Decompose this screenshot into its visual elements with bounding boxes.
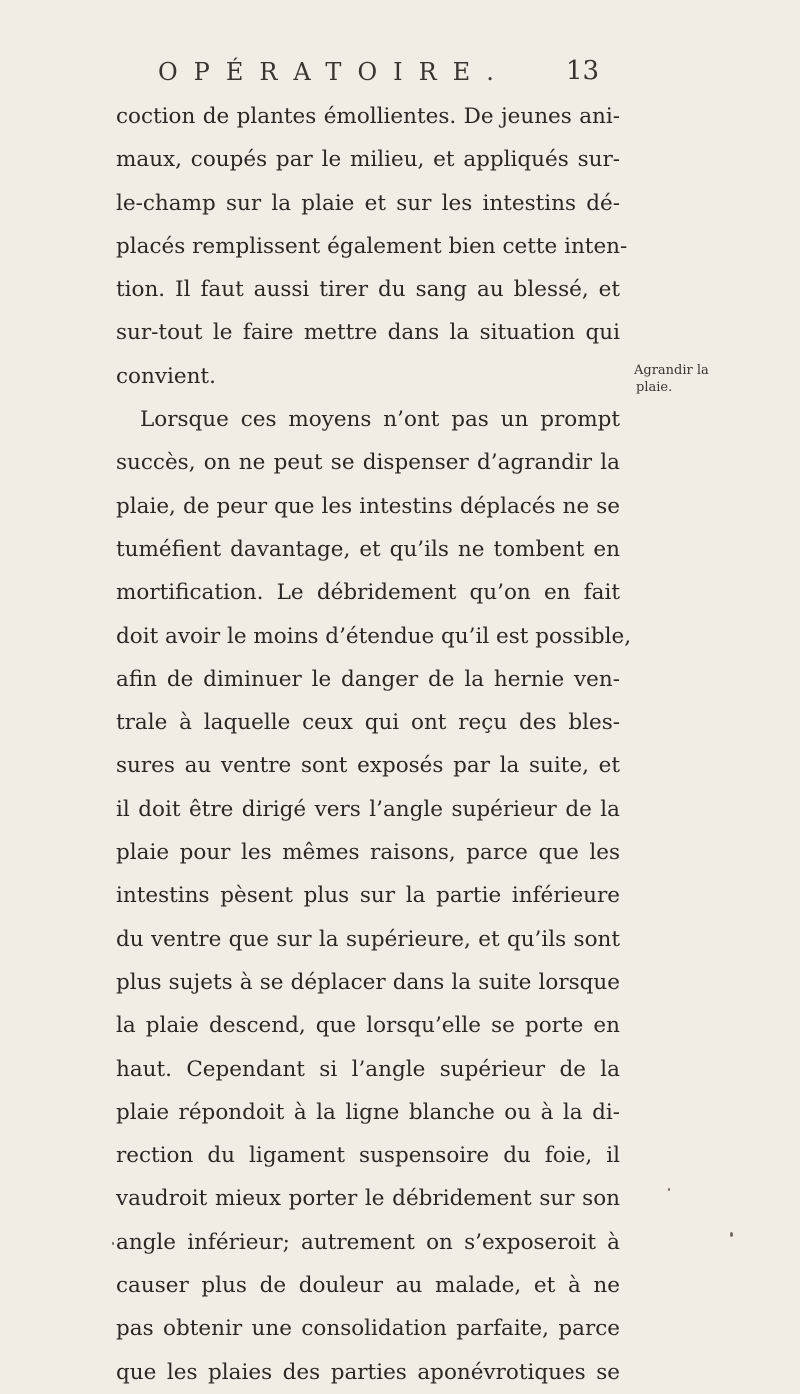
body-text — [116, 95, 632, 1394]
running-head: OPÉRATOIRE. — [158, 58, 510, 86]
text-line: Lorsque ces moyens n’ont pas un prompt — [140, 407, 620, 433]
text-line: tuméfient davantage, et qu’ils ne tombent en — [116, 536, 620, 562]
text-line: pas obtenir une consolidation parfaite, parce — [116, 1316, 620, 1342]
margin-note-line: Agrandir la — [634, 363, 709, 378]
text-line: plaie, de peur que les intestins déplacés ne se — [116, 493, 620, 519]
text-line: rection du ligament suspensoire du foie, il — [116, 1143, 620, 1169]
paper-speck — [730, 1232, 733, 1237]
text-line: plaie pour les mêmes raisons, parce que les — [116, 840, 620, 866]
text-line: la plaie descend, que lorsqu’elle se porte en — [116, 1013, 620, 1039]
text-line: sures au ventre sont exposés par la suite, et — [116, 753, 620, 779]
text-line: vaudroit mieux porter le débridement sur son — [116, 1186, 620, 1212]
margin-note-line: plaie. — [636, 380, 673, 395]
text-line: sur-tout le faire mettre dans la situation qui — [116, 320, 620, 346]
text-line: plus sujets à se déplacer dans la suite lorsque — [116, 969, 620, 995]
text-line: mortification. Le débridement qu’on en fait — [116, 580, 620, 606]
text-line: angle inférieur; autrement on s’exposeroit à — [116, 1229, 620, 1255]
text-line: trale à laquelle ceux qui ont reçu des bles- — [116, 710, 620, 736]
paper-speck — [668, 1188, 670, 1191]
text-line: doit avoir le moins d’étendue qu’il est possible, — [116, 623, 632, 649]
text-line: que les plaies des parties aponévrotiques se — [116, 1359, 620, 1385]
text-line: coction de plantes émollientes. De jeunes ani- — [116, 104, 620, 129]
text-line: tion. Il faut aussi tirer du sang au blessé, et — [116, 277, 620, 303]
text-line: il doit être dirigé vers l’angle supérieur de la — [116, 796, 620, 822]
paper-speck — [112, 1242, 114, 1245]
text-line: maux, coupés par le milieu, et appliqués sur- — [116, 147, 620, 173]
margin-note — [634, 362, 754, 396]
text-line: intestins pèsent plus sur la partie inférieure — [116, 883, 620, 909]
text-line: causer plus de douleur au malade, et à ne — [116, 1273, 620, 1299]
text-line: du ventre que sur la supérieure, et qu’ils sont — [116, 926, 620, 952]
text-line: plaie répondoit à la ligne blanche ou à la di- — [116, 1099, 620, 1125]
text-line: haut. Cependant si l’angle supérieur de la — [116, 1056, 620, 1082]
text-line: placés remplissent également bien cette inten- — [116, 233, 628, 259]
text-line: afin de diminuer le danger de la hernie ven- — [116, 666, 620, 692]
text-line: succès, on ne peut se dispenser d’agrandir la — [116, 450, 620, 476]
page-number: 13 — [566, 56, 600, 86]
text-line: convient. — [116, 363, 216, 389]
text-line: le-champ sur la plaie et sur les intestins dé- — [116, 190, 620, 216]
